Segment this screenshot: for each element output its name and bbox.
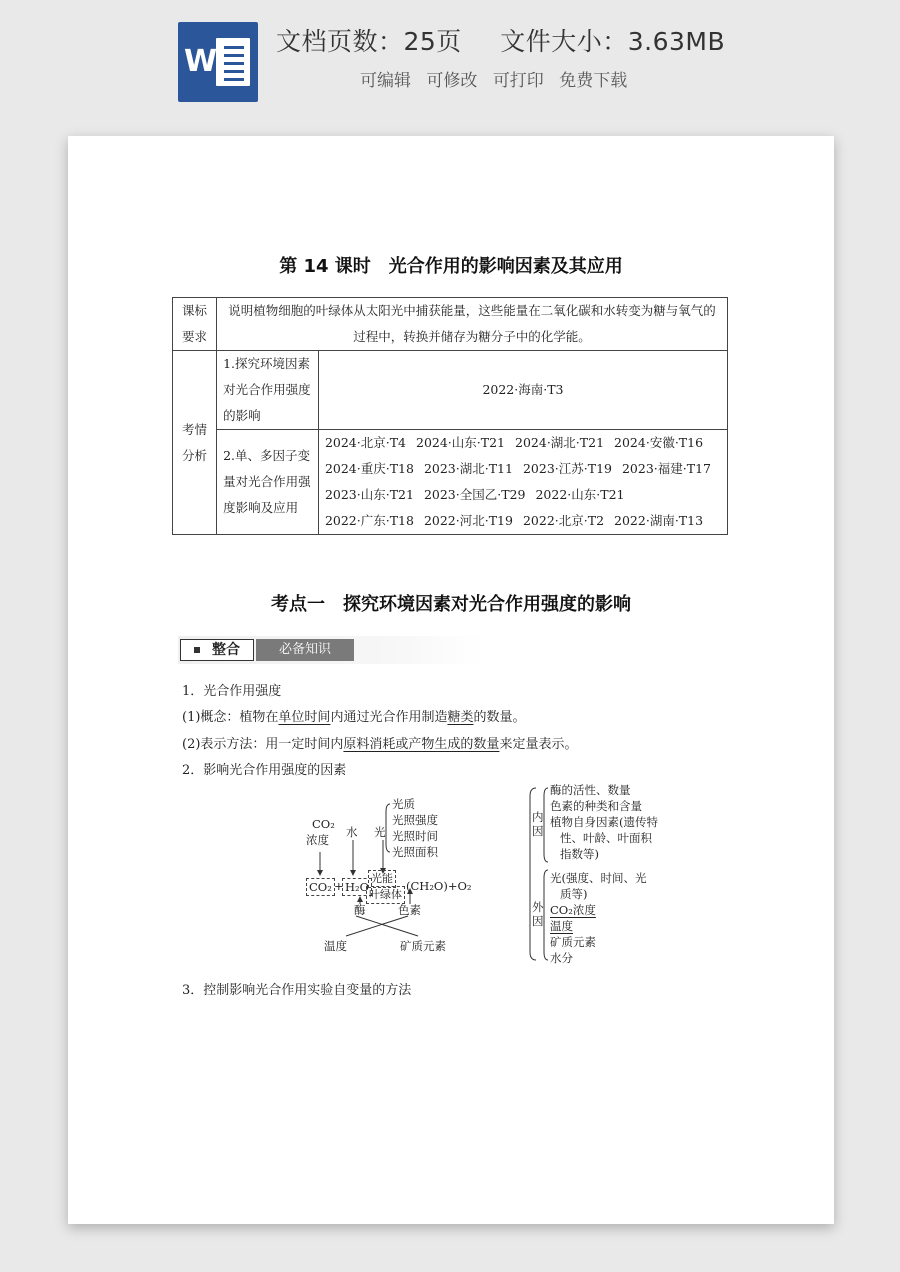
para-2 [182,706,525,725]
req-text: 说明植物细胞的叶绿体从太阳光中捕获能量，这些能量在二氧化碳和水转变为糖与氧气的过程中，转换并储存为糖分子中的化学能。 [217,298,728,351]
eq-product: (CH₂O)+O₂ [406,879,472,893]
page-count: 文档页数：25页 [276,27,462,56]
external-item-6: 水分 [550,951,573,965]
feature-editable: 可编辑 [360,71,411,91]
text: (1)概念：植物在 [182,710,279,725]
arrow-pigment-temp [346,916,408,936]
exam-ref: 2024·安徽·T16 [614,435,704,450]
exam-ref: 2023·湖北·T11 [423,461,513,476]
text: 的数量。 [473,710,526,725]
text: (2)表示方法：用一定时间内 [182,737,344,752]
light-item-1: 光质 [392,797,415,811]
internal-bracket [544,788,548,862]
section-title: 考点一 探究环境因素对光合作用强度的影响 [271,594,631,615]
analysis-head-cell [173,351,217,535]
internal-item-3: 植物自身因素(遗传特 [550,815,658,829]
external-item-4: 温度 [550,919,573,933]
internal-item-5: 指数等) [560,847,599,861]
eq-energy: 光能 [368,870,396,888]
temperature-label: 温度 [324,939,347,953]
underlined-answer: 糖类 [447,710,474,725]
exam-ref: 2022·北京·T2 [522,513,605,528]
exam-ref: 2024·山东·T21 [416,435,506,450]
row1-exams: 2022·海南·T3 [318,351,727,430]
external-bracket [544,870,548,960]
underlined-answer: 单位时间 [278,710,331,725]
document-page[interactable] [68,136,834,1224]
req-head: 课标要求 [182,303,208,344]
internal-label: 内因 [532,810,544,838]
external-label: 外因 [532,900,544,928]
light-item-2: 光照强度 [392,813,438,827]
row2-exams [318,430,727,535]
enzyme-label: 酶 [354,903,366,917]
external-item-5: 矿质元素 [550,935,596,949]
external-item-3: CO₂浓度 [550,903,596,917]
arrow-enzyme-mineral [356,916,418,936]
underlined-answer: 原料消耗或产物生成的数量 [343,737,500,752]
exam-line-2 [325,456,721,482]
row1-label: 1.探究环境因素对光合作用强度的影响 [217,351,319,430]
banner-title [276,22,755,58]
eq-h2o: H₂O [342,878,372,896]
co2-conc-label: 浓度 [306,833,329,847]
req-head-cell [173,298,217,351]
exam-ref: 2022·山东·T21 [535,487,625,502]
exam-ref: 2024·湖北·T21 [515,435,605,450]
row2-label: 2.单、多因子变量对光合作用强度影响及应用 [217,430,319,535]
para-3 [182,733,577,752]
water-label: 水 [346,825,358,839]
co2-label: CO₂ [312,817,335,831]
square-bullet-icon [194,647,200,653]
exam-ref: 2022·广东·T18 [324,513,414,528]
internal-item-2: 色素的种类和含量 [550,799,642,813]
file-size: 文件大小：3.63MB [500,27,726,56]
factors-diagram [298,782,658,968]
light-item-3: 光照时间 [392,829,438,843]
eq-chloroplast: 叶绿体 [366,886,405,904]
mineral-label: 矿质元素 [400,939,446,953]
internal-item-1: 酶的活性、数量 [550,783,631,797]
analysis-head: 考情分析 [182,421,208,463]
tag-integrate [180,639,254,661]
eq-plus: + [334,879,344,893]
tag-integrate-label: 整合 [212,642,240,658]
para-5: 3．控制影响光合作用实验自变量的方法 [182,983,412,998]
feature-free-download: 免费下载 [559,71,628,91]
exam-ref: 2022·湖南·T13 [614,513,704,528]
light-label: 光 [374,825,386,839]
curriculum-table [172,297,728,535]
para-4: 2．影响光合作用强度的因素 [182,763,347,778]
download-banner [0,0,900,125]
section-tag-bar [178,636,484,664]
exam-ref: 2023·福建·T17 [621,461,711,476]
feature-modifiable: 可修改 [426,71,478,91]
exam-ref: 2024·北京·T4 [324,435,406,450]
eq-co2: CO₂ [306,878,335,896]
text: 来定量表示。 [499,737,578,752]
exam-ref: 2023·全国乙·T29 [423,487,526,502]
exam-ref: 2023·山东·T21 [324,487,414,502]
internal-item-4: 性、叶龄、叶面积 [560,831,652,845]
exam-ref: 2022·河北·T19 [423,513,513,528]
light-bracket [386,804,390,852]
word-logo-letter: W [184,44,218,79]
para-1: 1．光合作用强度 [182,684,282,699]
external-item-1: 光(强度、时间、光 [550,871,647,885]
light-item-4: 光照面积 [392,845,438,859]
tag-knowledge: 必备知识 [256,639,354,661]
exam-ref: 2024·重庆·T18 [324,461,414,476]
exam-line-4 [325,508,721,534]
external-item-2: 质等) [560,887,588,901]
exam-line-3 [325,482,721,508]
feature-printable: 可打印 [492,71,544,91]
lesson-title: 第 14 课时 光合作用的影响因素及其应用 [279,256,623,277]
exam-ref: 2023·江苏·T19 [522,461,612,476]
word-document-icon [178,22,258,102]
text: 内通过光合作用制造 [330,710,448,725]
pigment-label: 色素 [398,903,421,917]
feature-list [360,66,637,91]
exam-line-1 [325,430,721,456]
